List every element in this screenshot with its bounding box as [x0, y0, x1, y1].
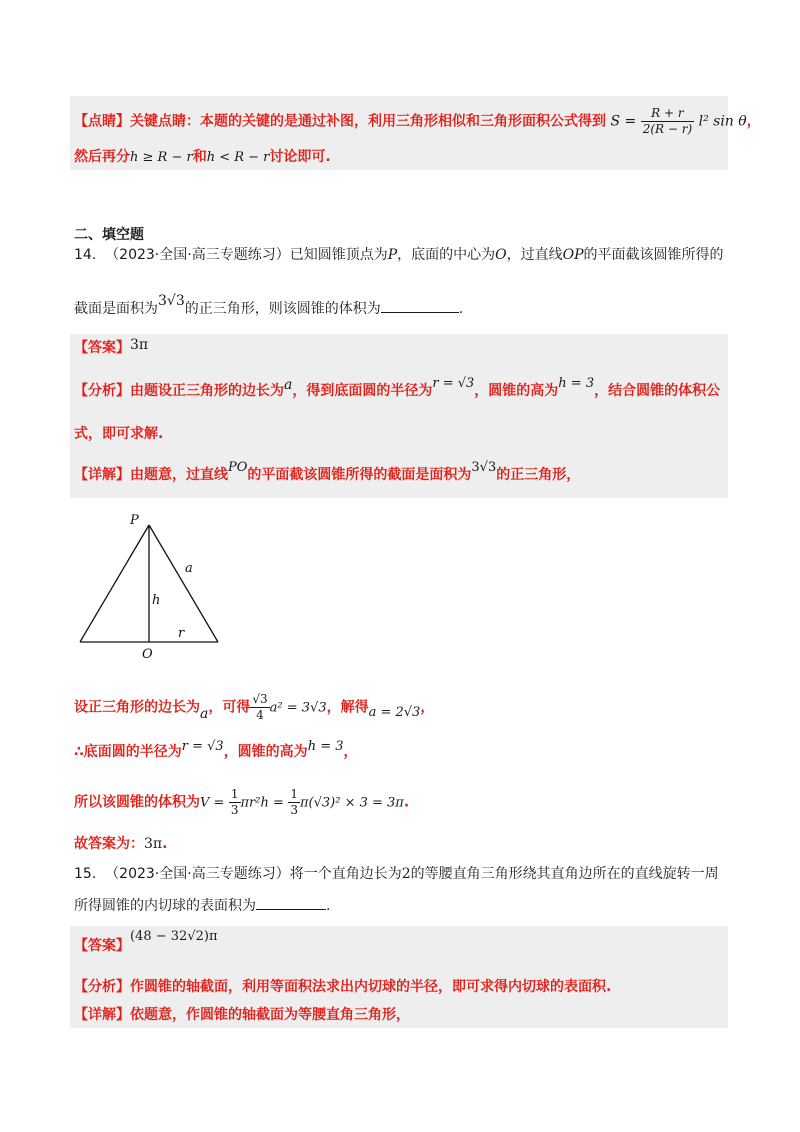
- q14-detail-c: 的正三角形，: [496, 467, 581, 483]
- final-value: 3π: [144, 836, 163, 852]
- q15-period: .: [326, 898, 331, 914]
- q14-O: O: [495, 247, 507, 263]
- q14-analysis-r: r = √3: [432, 376, 475, 391]
- q14-text-1d: 的平面截该圆锥所得的: [583, 247, 724, 263]
- q15-detail-line: [74, 1005, 410, 1025]
- q14-text-1b: ，底面的中心为: [397, 247, 496, 263]
- q14-final-line: [74, 834, 167, 854]
- step2-c: ，: [343, 744, 358, 760]
- q14-detail-PO: PO: [228, 460, 248, 475]
- q14-area: 3√3: [158, 293, 185, 309]
- dianjing-tag: 【点睛】: [74, 113, 130, 130]
- q14-source: （2023·全国·高三专题练习）: [105, 247, 290, 263]
- q14-P: P: [387, 247, 398, 263]
- q15-text-1b: 的等腰直角三角形绕其直角边所在的直线旋转一周: [410, 866, 719, 882]
- q14-text-1c: ，过直线: [506, 247, 563, 263]
- step1-d: ，: [420, 699, 435, 716]
- comma: ，: [746, 113, 761, 130]
- step3-f2-den: 3: [290, 803, 298, 817]
- q14-analysis-var-a: a: [284, 377, 293, 393]
- label-a: a: [185, 561, 193, 576]
- cone-cross-section-diagram: [72, 508, 226, 662]
- q14-analysis-c: ，圆锥的高为: [474, 383, 559, 399]
- q15-detail-tag: 【详解】: [74, 1007, 130, 1023]
- q14-step-3: [74, 787, 409, 819]
- step2-b: ，圆锥的高为: [223, 744, 308, 760]
- q14-text-1a: 已知圆锥顶点为: [289, 247, 388, 263]
- q15-answer-line: [74, 929, 218, 957]
- and-text: 和: [192, 149, 207, 165]
- step3-mid: πr²h =: [240, 795, 284, 811]
- q14-number: 14.: [74, 247, 97, 263]
- final-dot: .: [162, 836, 168, 852]
- step1-fraction: [250, 692, 269, 723]
- S-fraction-den: 2(R − r): [642, 122, 693, 136]
- step3-fraction-1: [229, 787, 241, 818]
- step1-frac-num: √3: [252, 692, 268, 706]
- q14-detail-area: 3√3: [471, 460, 497, 475]
- q14-detail-b: 的平面截该圆锥所得的截面是面积为: [247, 467, 472, 483]
- q15-analysis-tag: 【分析】: [74, 979, 130, 995]
- q15-number: 15.: [74, 866, 97, 882]
- q14-detail-a: 由题意，过直线: [130, 467, 228, 483]
- q14-analysis-line-2: [74, 424, 163, 444]
- dianjing-line-2: [74, 147, 331, 168]
- S-eq-lhs: S =: [610, 113, 637, 130]
- q15-text-2: 所得圆锥的内切球的表面积为: [74, 898, 256, 914]
- q15-text-1: 将一个直角边长为: [289, 866, 402, 882]
- final-a: 故答案为：: [74, 836, 144, 852]
- q15-two: 2: [401, 866, 411, 882]
- q15-line-1: [74, 864, 719, 884]
- q14-text-2a: 截面是面积为: [74, 301, 158, 317]
- label-h: h: [152, 593, 161, 608]
- cond-1: h ≥ R − r: [130, 150, 193, 165]
- step3-f2-num: 1: [290, 787, 298, 801]
- q14-answer-line: [74, 338, 148, 358]
- S-fraction: [641, 106, 694, 137]
- step2-r: r = √3: [181, 739, 224, 754]
- q15-analysis: 作圆锥的轴截面，利用等面积法求出内切球的半径，即可求得内切球的表面积.: [130, 979, 612, 995]
- step1-b: ，可得: [208, 699, 251, 716]
- q14-analysis-a: 由题设正三角形的边长为: [130, 383, 284, 399]
- line2-post: 讨论即可.: [269, 149, 331, 165]
- step3-V: V =: [200, 795, 225, 811]
- step3-f1-num: 1: [230, 787, 239, 801]
- q14-analysis-e: 式，即可求解.: [74, 426, 164, 442]
- q14-analysis-tag: 【分析】: [74, 383, 130, 399]
- q14-step-2: [74, 739, 358, 763]
- q14-period: .: [458, 301, 464, 317]
- line2-pre: 然后再分: [74, 149, 130, 165]
- q14-line-2: [74, 293, 464, 319]
- step3-a: 所以该圆锥的体积为: [74, 794, 200, 811]
- q14-text-2b: 的正三角形，则该圆锥的体积为: [184, 301, 381, 317]
- step3-fraction-2: [288, 787, 300, 818]
- q14-answer-tag: 【答案】: [74, 340, 130, 356]
- cond-2: h < R − r: [206, 150, 270, 165]
- q14-analysis-line-1: [74, 376, 721, 402]
- q15-detail: 依题意，作圆锥的轴截面为等腰直角三角形，: [130, 1007, 410, 1023]
- step3-end: π(√3)² × 3 = 3π: [299, 795, 404, 811]
- step1-a: 设正三角形的边长为: [74, 699, 200, 716]
- q14-detail-line: [74, 460, 581, 486]
- q14-analysis-b: ，得到底面圆的半径为: [292, 383, 433, 399]
- step3-f1-den: 3: [230, 803, 239, 817]
- q14-answer-blank: [381, 298, 459, 313]
- step1-expr: a² = 3√3: [269, 700, 327, 716]
- q15-line-2: [74, 895, 330, 916]
- q14-analysis-h: h = 3: [558, 376, 595, 391]
- q15-answer-tag: 【答案】: [74, 938, 130, 954]
- dianjing-text: 关键点睛：本题的关键的是通过补图，利用三角形相似和三角形面积公式得到: [130, 113, 606, 130]
- step3-dot: .: [403, 794, 410, 811]
- step2-h: h = 3: [307, 739, 344, 754]
- step1-c: ，解得: [326, 699, 369, 716]
- q15-answer: (48 − 32√2)π: [130, 929, 218, 944]
- S-fraction-num: R + r: [641, 106, 694, 122]
- section-title: 二、填空题: [74, 227, 144, 243]
- q14-detail-tag: 【详解】: [74, 467, 130, 483]
- q15-answer-blank: [256, 895, 326, 910]
- q14-answer: 3π: [130, 337, 149, 353]
- step1-frac-den: 4: [256, 708, 264, 722]
- q15-source: （2023·全国·高三专题练习）: [105, 866, 290, 882]
- label-r: r: [178, 626, 185, 641]
- q14-step-1: [74, 692, 434, 724]
- dianjing-line-1: [74, 106, 761, 137]
- step1-var-a: a: [200, 705, 209, 722]
- label-O: O: [142, 647, 153, 662]
- q15-analysis-line: [74, 977, 611, 997]
- q14-analysis-d: ，结合圆锥的体积公: [594, 383, 721, 399]
- q14-line-1: [74, 245, 724, 265]
- q14-OP: OP: [562, 247, 584, 263]
- label-P: P: [130, 513, 139, 528]
- step2-a: ∴底面圆的半径为: [74, 744, 182, 760]
- S-tail: l² sin θ: [698, 113, 747, 130]
- step1-result: a = 2√3: [368, 704, 421, 720]
